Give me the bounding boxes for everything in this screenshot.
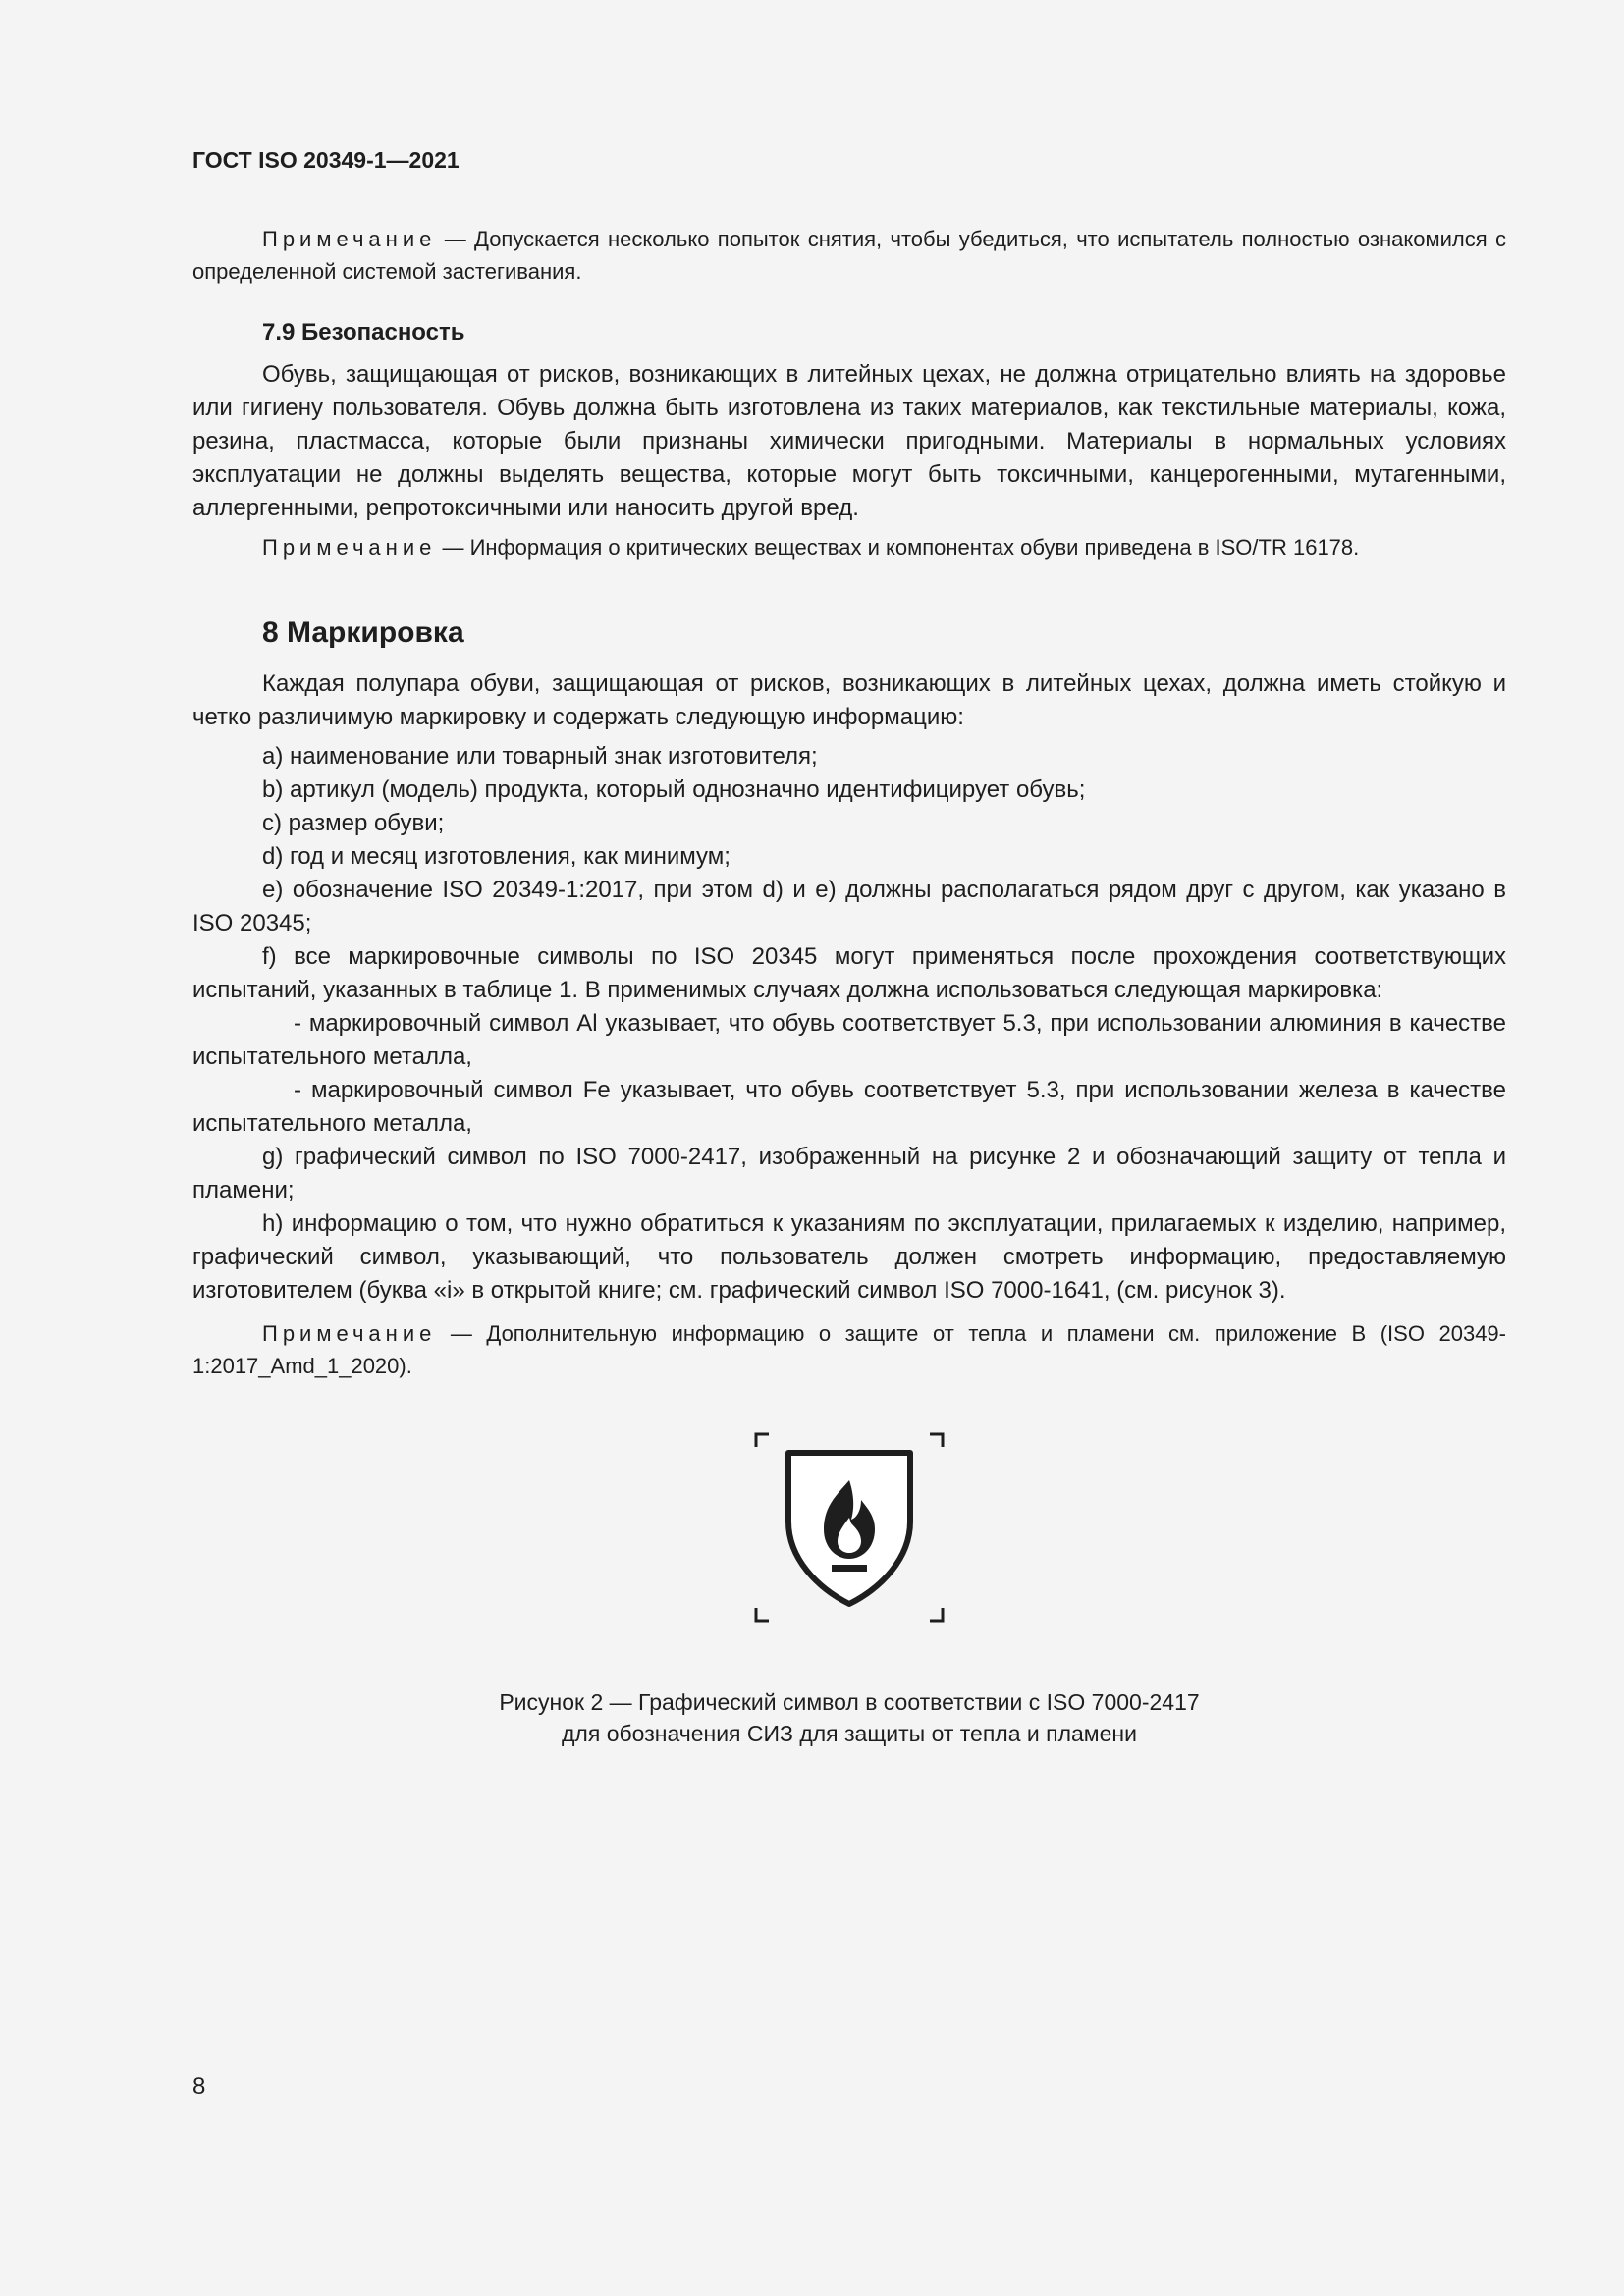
document-header: ГОСТ ISO 20349-1—2021	[192, 147, 460, 173]
list-item: g) графический символ по ISO 7000-2417, изображенный на рисунке 2 и обозначающий защиту от тепла и пламени;	[192, 1144, 1506, 1203]
marking-list	[192, 740, 1506, 1308]
list-item: d) год и месяц изготовления, как минимум;	[262, 843, 731, 870]
list-subitem: - маркировочный символ Fe указывает, что обувь соответствует 5.3, при использовании железа в качестве испытательного металла,	[192, 1077, 1506, 1137]
section-7-9-heading: 7.9 Безопасность	[262, 319, 465, 346]
note-label: Примечание	[262, 535, 437, 560]
note-text: — Информация о критических веществах и компонентах обуви приведена в ISO/TR 16178.	[436, 535, 1360, 560]
note-label: Примечание	[262, 1321, 437, 1346]
page-number: 8	[192, 2073, 206, 2100]
caption-line: для обозначения СИЗ для защиты от тепла и пламени	[562, 1721, 1137, 1746]
note-label: Примечание	[262, 227, 437, 251]
list-item: h) информацию о том, что нужно обратиться к указаниям по эксплуатации, прилагаемых к изделию, например, графический символ, указывающий, что пользователь должен смотреть информацию, предоставляемую изготовителем (буква «i» в открытой книге; см. графический символ ISO 7000-1641, (см. рисунок 3).	[192, 1210, 1506, 1304]
list-item: b) артикул (модель) продукта, который однозначно идентифицирует обувь;	[262, 776, 1086, 803]
note-fastening	[192, 223, 1506, 288]
figure-2	[192, 1431, 1506, 1749]
heat-flame-shield-icon	[753, 1431, 946, 1624]
list-item: c) размер обуви;	[262, 810, 445, 836]
section-7-9-paragraph: Обувь, защищающая от рисков, возникающих в литейных цехах, не должна отрицательно влиять на здоровье или гигиену пользователя. Обувь должна быть изготовлена из таких материалов, как текстильные материалы, кожа, резина, пластмасса, которые были признаны химически пригодными. Материалы в нормальных условиях эксплуатации не должны выделять вещества, которые могут быть токсичными, канцерогенными, мутагенными, аллергенными, репротоксичными или наносить другой вред.	[192, 361, 1506, 521]
note-text: — Допускается несколько попыток снятия, чтобы убедиться, что испытатель полностью ознакомился с определенной системой застегивания.	[192, 227, 1506, 284]
note-critical-substances	[192, 531, 1506, 563]
list-item: a) наименование или товарный знак изготовителя;	[262, 743, 818, 770]
section-8-intro: Каждая полупара обуви, защищающая от рисков, возникающих в литейных цехах, должна иметь стойкую и четко различимую маркировку и содержать следующую информацию:	[192, 670, 1506, 730]
list-item: f) все маркировочные символы по ISO 20345 могут применяться после прохождения соответствующих испытаний, указанных в таблице 1. В применимых случаях должна использоваться следующая маркировка:	[192, 943, 1506, 1003]
section-8-heading: 8 Маркировка	[262, 616, 464, 649]
list-item: e) обозначение ISO 20349-1:2017, при этом d) и e) должны располагаться рядом друг с другом, как указано в ISO 20345;	[192, 877, 1506, 936]
note-annex-b	[192, 1317, 1506, 1382]
document-page	[192, 147, 1506, 1749]
list-subitem: - маркировочный символ Al указывает, что обувь соответствует 5.3, при использовании алюминия в качестве испытательного металла,	[192, 1010, 1506, 1070]
figure-caption	[192, 1686, 1506, 1749]
note-text: — Дополнительную информацию о защите от тепла и пламени см. приложение B (ISO 20349-1:2017_Amd_1_2020).	[192, 1321, 1506, 1378]
caption-line: Рисунок 2 — Графический символ в соответствии с ISO 7000-2417	[499, 1689, 1200, 1715]
